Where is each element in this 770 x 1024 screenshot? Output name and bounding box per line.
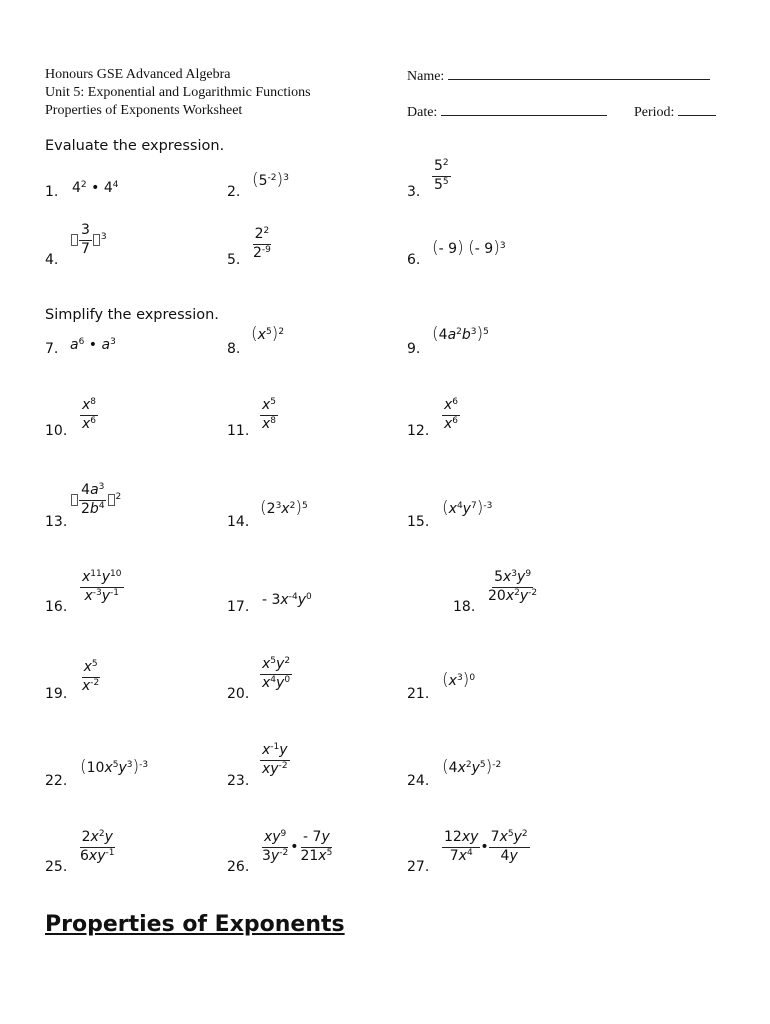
date-blank[interactable]: [441, 103, 607, 116]
worksheet-title: Properties of Exponents Worksheet: [45, 103, 243, 118]
expression-8: $(x^5)^2$: [251, 324, 285, 344]
expression-22: $(10x^5y^3)^{-3}$: [80, 757, 149, 777]
expression-26: $\frac{xy^9}{3y^{-2}}$ • $\frac{- 7y}{21x^5}$: [262, 829, 333, 864]
expression-1: $4^2$ • $4^4$: [72, 180, 119, 196]
expression-23: $\frac{x^{-1}y}{xy^{-2}}$: [262, 742, 288, 777]
problem-number: 26.: [227, 859, 250, 875]
period-field[interactable]: [634, 103, 716, 121]
problem-number: 5.: [227, 252, 241, 268]
simplify-instruction: Simplify the expression.: [45, 307, 219, 323]
problem-number: 8.: [227, 341, 241, 357]
evaluate-instruction: Evaluate the expression.: [45, 138, 225, 154]
name-label: Name:: [407, 69, 445, 84]
period-label: Period:: [634, 105, 675, 120]
expression-7: $a^6$ • $a^3$: [70, 337, 116, 353]
problem-number: 12.: [407, 423, 430, 439]
problem-number: 16.: [45, 599, 68, 615]
date-field[interactable]: [407, 103, 607, 121]
problem-number: 2.: [227, 184, 241, 200]
expression-24: $(4x^2y^5)^{-2}$: [442, 757, 502, 777]
expression-21: $(x^3)^0$: [442, 670, 476, 690]
expression-17: - $3x^{-4}y^0$: [262, 592, 312, 608]
problem-number: 10.: [45, 423, 68, 439]
problem-number: 25.: [45, 859, 68, 875]
problem-number: 4.: [45, 252, 59, 268]
problem-number: 6.: [407, 252, 421, 268]
expression-19: $\frac{x^5}{x^{-2}}$: [82, 659, 100, 694]
problem-number: 24.: [407, 773, 430, 789]
expression-16: $\frac{x^{11}y^{10}}{x^{-3}y^{-1}}$: [82, 569, 122, 604]
problem-number: 17.: [227, 599, 250, 615]
problem-number: 23.: [227, 773, 250, 789]
page-heading: Properties of Exponents: [45, 912, 345, 937]
name-blank[interactable]: [448, 67, 710, 80]
expression-25: $\frac{2x^2y}{6xy^{-1}}$: [80, 829, 115, 864]
problem-number: 22.: [45, 773, 68, 789]
problem-number: 27.: [407, 859, 430, 875]
expression-27: $\frac{12xy}{7x^4}$ • $\frac{7x^5y^2}{4y}$: [444, 829, 528, 864]
problem-number: 3.: [407, 184, 421, 200]
expression-14: $(2^3x^2)^5$: [260, 498, 308, 518]
name-field[interactable]: [407, 67, 710, 85]
expression-10: $\frac{x^8}{x^6}$: [82, 397, 97, 432]
problem-number: 19.: [45, 686, 68, 702]
problem-number: 7.: [45, 341, 59, 357]
period-blank[interactable]: [678, 103, 716, 116]
expression-20: $\frac{x^5y^2}{x^4y^0}$: [262, 656, 291, 691]
problem-number: 9.: [407, 341, 421, 357]
expression-3: $\frac{5^2}{5^5}$: [434, 158, 449, 193]
problem-number: 11.: [227, 423, 250, 439]
problem-number: 1.: [45, 184, 59, 200]
unit-title: Unit 5: Exponential and Logarithmic Functions: [45, 85, 311, 100]
course-title: Honours GSE Advanced Algebra: [45, 67, 231, 82]
expression-9: $(4a^2b^3)^5$: [432, 324, 489, 344]
problem-number: 15.: [407, 514, 430, 530]
expression-4: $\frac{3}{7}$ $^3$: [70, 222, 107, 258]
expression-6: (- 9) (- 9)$^3$: [432, 238, 506, 258]
problem-number: 20.: [227, 686, 250, 702]
expression-12: $\frac{x^6}{x^6}$: [444, 397, 459, 432]
problem-number: 18.: [453, 599, 476, 615]
expression-18: $\frac{5x^3y^9}{20x^2y^{-2}}$: [488, 569, 538, 604]
expression-15: $(x^4y^7)^{-3}$: [442, 498, 493, 518]
expression-11: $\frac{x^5}{x^8}$: [262, 397, 277, 432]
problem-number: 13.: [45, 514, 68, 530]
expression-2: $(5^{-2})^3$: [252, 170, 289, 190]
date-label: Date:: [407, 105, 438, 120]
problem-number: 21.: [407, 686, 430, 702]
problem-number: 14.: [227, 514, 250, 530]
expression-5: $\frac{2^2}{2^{-9}}$: [253, 226, 271, 261]
expression-13: $\frac{4a^3}{2b^4}$ $^2$: [70, 482, 121, 518]
